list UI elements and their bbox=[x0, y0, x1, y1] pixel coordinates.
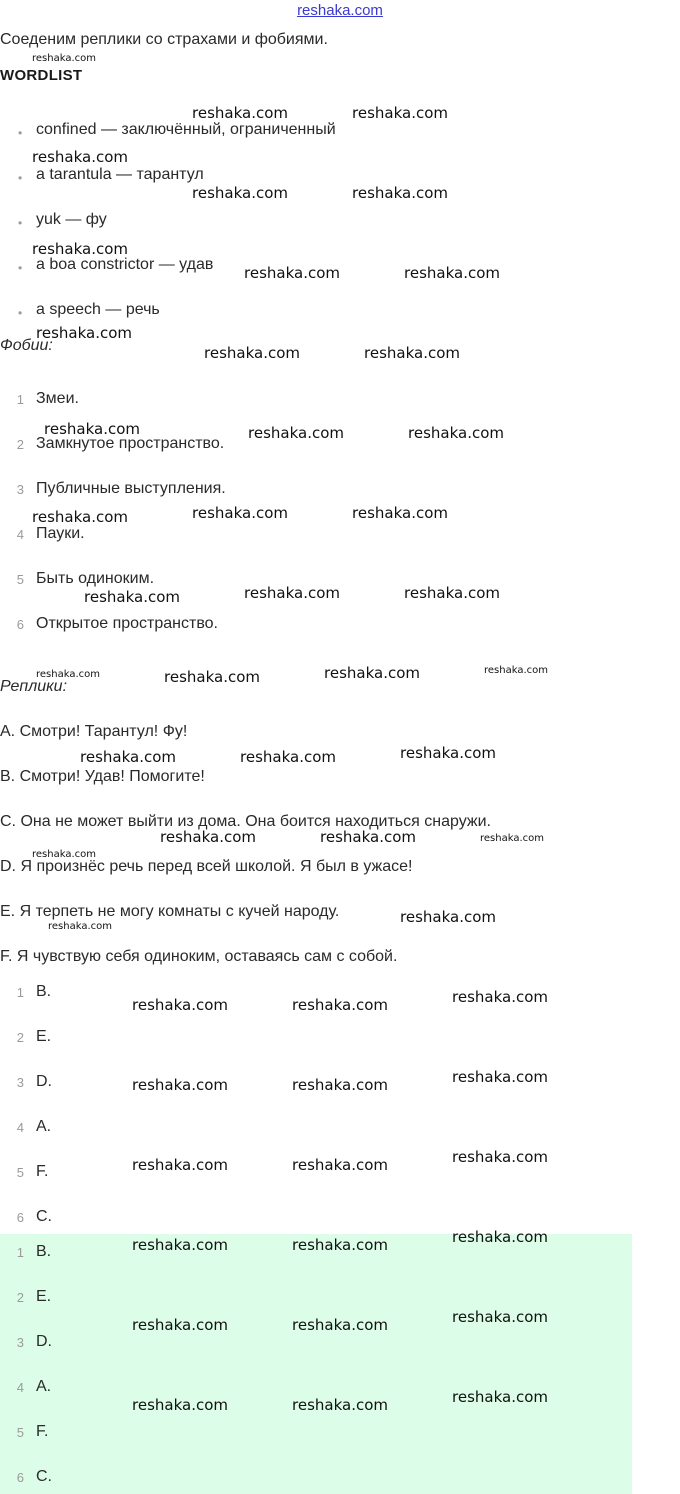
watermark: reshaka.com bbox=[204, 344, 300, 362]
list-number: 6 bbox=[16, 1470, 24, 1485]
watermark: reshaka.com bbox=[404, 584, 500, 602]
wordlist-heading: WORDLIST bbox=[0, 67, 83, 84]
reply-item: D. Я произнёс речь перед всей школой. Я был в ужасе! bbox=[0, 858, 413, 875]
watermark: reshaka.com bbox=[132, 1236, 228, 1254]
watermark: reshaka.com bbox=[292, 1316, 388, 1334]
reply-item: C. Она не может выйти из дома. Она боится находиться снаружи. bbox=[0, 813, 491, 830]
phobia-item: Публичные выступления. bbox=[36, 480, 226, 497]
wordlist-item: a speech — речь bbox=[36, 301, 160, 318]
watermark: reshaka.com bbox=[244, 264, 340, 282]
list-number: 3 bbox=[16, 1075, 24, 1090]
list-number: 5 bbox=[16, 572, 24, 587]
task-intro: Соеденим реплики со страхами и фобиями. bbox=[0, 31, 328, 48]
phobia-item: Замкнутое пространство. bbox=[36, 435, 225, 452]
list-number: 2 bbox=[16, 437, 24, 452]
site-title-link[interactable]: reshaka.com bbox=[297, 2, 383, 19]
bullet-icon: • bbox=[18, 261, 23, 275]
checked-answer-box bbox=[0, 1234, 632, 1494]
watermark: reshaka.com bbox=[248, 424, 344, 442]
watermark: reshaka.com bbox=[36, 324, 132, 342]
list-number: 2 bbox=[16, 1030, 24, 1045]
reply-item: A. Смотри! Тарантул! Фу! bbox=[0, 723, 188, 740]
watermark: reshaka.com bbox=[84, 588, 180, 606]
watermark: reshaka.com bbox=[324, 664, 420, 682]
bullet-icon: • bbox=[18, 216, 23, 230]
watermark: reshaka.com bbox=[452, 1148, 548, 1166]
watermark: reshaka.com bbox=[32, 240, 128, 258]
watermark: reshaka.com bbox=[192, 504, 288, 522]
watermark: reshaka.com bbox=[452, 988, 548, 1006]
watermark: reshaka.com bbox=[44, 420, 140, 438]
watermark: reshaka.com bbox=[192, 184, 288, 202]
watermark: reshaka.com bbox=[452, 1388, 548, 1406]
watermark: reshaka.com bbox=[404, 264, 500, 282]
list-number: 3 bbox=[16, 1335, 24, 1350]
checked-answer-item: D. bbox=[36, 1333, 52, 1350]
watermark: reshaka.com bbox=[160, 828, 256, 846]
wordlist-item: a boa constrictor — удав bbox=[36, 256, 214, 273]
watermark: reshaka.com bbox=[32, 53, 96, 64]
bullet-icon: • bbox=[18, 126, 23, 140]
watermark: reshaka.com bbox=[132, 1076, 228, 1094]
answer-item: D. bbox=[36, 1073, 52, 1090]
checked-answer-item: E. bbox=[36, 1288, 52, 1305]
list-number: 3 bbox=[16, 482, 24, 497]
bullet-icon: • bbox=[18, 306, 23, 320]
watermark: reshaka.com bbox=[32, 508, 128, 526]
watermark: reshaka.com bbox=[292, 1396, 388, 1414]
phobia-item: Пауки. bbox=[36, 525, 85, 542]
watermark: reshaka.com bbox=[132, 996, 228, 1014]
list-number: 5 bbox=[16, 1165, 24, 1180]
watermark: reshaka.com bbox=[32, 849, 96, 860]
list-number: 1 bbox=[16, 985, 24, 1000]
watermark: reshaka.com bbox=[292, 1076, 388, 1094]
watermark: reshaka.com bbox=[352, 504, 448, 522]
watermark: reshaka.com bbox=[364, 344, 460, 362]
watermark: reshaka.com bbox=[452, 1228, 548, 1246]
watermark: reshaka.com bbox=[192, 104, 288, 122]
watermark: reshaka.com bbox=[352, 104, 448, 122]
watermark: reshaka.com bbox=[244, 584, 340, 602]
answer-item: E. bbox=[36, 1028, 52, 1045]
list-number: 2 bbox=[16, 1290, 24, 1305]
list-number: 5 bbox=[16, 1425, 24, 1440]
watermark: reshaka.com bbox=[132, 1156, 228, 1174]
wordlist-item: yuk — фу bbox=[36, 211, 107, 228]
list-number: 6 bbox=[16, 617, 24, 632]
checked-answer-item: A. bbox=[36, 1378, 52, 1395]
watermark: reshaka.com bbox=[48, 921, 112, 932]
bullet-icon: • bbox=[18, 171, 23, 185]
watermark: reshaka.com bbox=[292, 1236, 388, 1254]
watermark: reshaka.com bbox=[352, 184, 448, 202]
checked-answer-item: F. bbox=[36, 1423, 49, 1440]
watermark: reshaka.com bbox=[240, 748, 336, 766]
watermark: reshaka.com bbox=[452, 1068, 548, 1086]
watermark: reshaka.com bbox=[400, 744, 496, 762]
watermark: reshaka.com bbox=[320, 828, 416, 846]
phobia-item: Открытое пространство. bbox=[36, 615, 218, 632]
reply-item: F. Я чувствую себя одиноким, оставаясь сам с собой. bbox=[0, 948, 398, 965]
reply-item: E. Я терпеть не могу комнаты с кучей народу. bbox=[0, 903, 340, 920]
replies-heading: Реплики: bbox=[0, 678, 68, 695]
answer-item: F. bbox=[36, 1163, 49, 1180]
watermark: reshaka.com bbox=[452, 1308, 548, 1326]
watermark: reshaka.com bbox=[36, 669, 100, 680]
wordlist-item: a tarantula — тарантул bbox=[36, 166, 204, 183]
reply-item: B. Смотри! Удав! Помогите! bbox=[0, 768, 205, 785]
answer-item: B. bbox=[36, 983, 52, 1000]
watermark: reshaka.com bbox=[292, 996, 388, 1014]
phobia-item: Быть одиноким. bbox=[36, 570, 155, 587]
wordlist-item: confined — заключённый, ограниченный bbox=[36, 121, 336, 138]
watermark: reshaka.com bbox=[80, 748, 176, 766]
list-number: 1 bbox=[16, 392, 24, 407]
watermark: reshaka.com bbox=[408, 424, 504, 442]
phobia-item: Змеи. bbox=[36, 390, 79, 407]
checked-answer-item: C. bbox=[36, 1468, 52, 1485]
list-number: 4 bbox=[16, 1380, 24, 1395]
watermark: reshaka.com bbox=[132, 1316, 228, 1334]
watermark: reshaka.com bbox=[292, 1156, 388, 1174]
watermark: reshaka.com bbox=[164, 668, 260, 686]
list-number: 4 bbox=[16, 1120, 24, 1135]
watermark: reshaka.com bbox=[484, 665, 548, 676]
watermark: reshaka.com bbox=[400, 908, 496, 926]
watermark: reshaka.com bbox=[480, 833, 544, 844]
watermark: reshaka.com bbox=[132, 1396, 228, 1414]
answer-item: C. bbox=[36, 1208, 52, 1225]
list-number: 6 bbox=[16, 1210, 24, 1225]
list-number: 4 bbox=[16, 527, 24, 542]
list-number: 1 bbox=[16, 1245, 24, 1260]
checked-answer-item: B. bbox=[36, 1243, 52, 1260]
watermark: reshaka.com bbox=[32, 148, 128, 166]
answer-item: A. bbox=[36, 1118, 52, 1135]
phobias-heading: Фобии: bbox=[0, 337, 53, 354]
